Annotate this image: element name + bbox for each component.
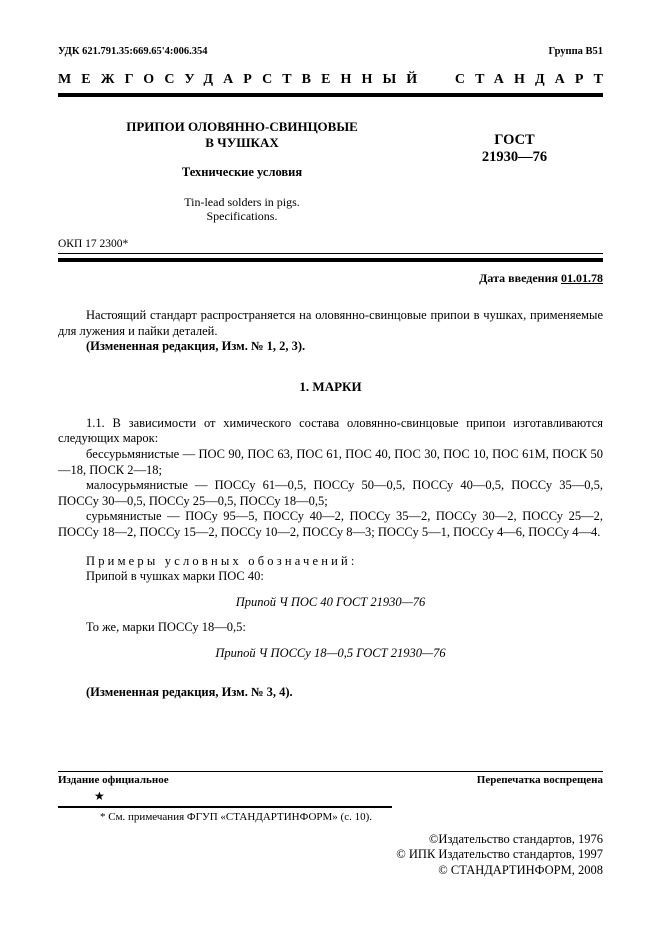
document-subtitle-english (58, 195, 426, 223)
gost-designation (426, 119, 603, 223)
introduction-date (58, 271, 603, 286)
scope-paragraph: Настоящий стандарт распространяется на оловянно-свинцовые припои в чушках, применяемые для лужения и пайки деталей. (58, 308, 603, 338)
date-label: Дата введения (479, 271, 561, 286)
amendment-note-2: (Измененная редакция, Изм. № 3, 4). (86, 684, 293, 699)
copyright-line-1997: © ИПК Издательство стандартов, 1997 (396, 847, 603, 861)
copyright-line-2008: © СТАНДАРТИНФОРМ, 2008 (438, 862, 603, 877)
grades-low-antimony: малосурьмянистые — ПОССу 61—0,5, ПОССу 50—0,5, ПОССу 40—0,5, ПОССу 35—0,5, ПОССу 30—0,5, ПОССу 25—0,5, ПОССу 18—0,5; (58, 478, 603, 508)
title-block (58, 119, 603, 223)
header-rule (58, 93, 603, 97)
reprint-forbidden-label: Перепечатка воспрещена (476, 773, 603, 786)
udk-row (58, 46, 603, 57)
standard-caption-word2: СТАНДАРТ (454, 72, 614, 87)
gost-number: 21930—76 (481, 148, 548, 165)
document-title (58, 119, 426, 151)
document-title-line2: В ЧУШКАХ (205, 134, 279, 150)
examples-heading: Примеры условных обозначений: (86, 553, 358, 568)
footer-notice-row (58, 774, 603, 786)
footer-top-rule (58, 771, 603, 772)
official-edition-label: Издание официальное (58, 773, 169, 786)
copyright-block (58, 832, 603, 879)
subtitle-english-line1: Tin-lead solders in pigs. (184, 194, 300, 209)
gost-label: ГОСТ (494, 132, 535, 148)
udk-code: УДК 621.791.35:669.65'4:006.354 (58, 46, 208, 57)
footnote-text: * См. примечания ФГУП «СТАНДАРТИНФОРМ» (с. 10). (100, 810, 372, 823)
section-1-heading: 1. МАРКИ (299, 378, 362, 394)
example-2-intro: То же, марки ПОССу 18—0,5: (86, 620, 246, 635)
copyright-line-1976: ©Издательство стандартов, 1976 (428, 831, 603, 846)
document-title-line1: ПРИПОИ ОЛОВЯННО-СВИНЦОВЫЕ (126, 119, 358, 134)
okp-rule (58, 258, 603, 262)
grades-antimony: сурьмянистые — ПОСу 95—5, ПОССу 40—2, ПОССу 35—2, ПОССу 30—2, ПОССу 25—2, ПОССу 18—2, ПОССу 15—2, ПОССу 10—2, ПОССу 8—3; ПОССу 5—1, ПОССу 4—6, ПОССу 4—4. (58, 509, 603, 539)
grades-antimony-free: бессурьмянистые — ПОС 90, ПОС 63, ПОС 61, ПОС 40, ПОС 30, ПОС 10, ПОС 61М, ПОСК 50—18, ПОСК 2—18; (58, 447, 603, 477)
example-1-designation: Припой Ч ПОС 40 ГОСТ 21930—76 (235, 594, 426, 609)
date-value: 01.01.78 (561, 271, 603, 286)
page-footer (58, 771, 603, 879)
subtitle-english-line2: Specifications. (206, 208, 278, 223)
clause-1-1: 1.1. В зависимости от химического состава оловянно-свинцовые припои изготавливаются следующих марок: (58, 415, 603, 446)
standard-caption-word1: МЕЖГОСУДАРСТВЕННЫЙ (58, 72, 428, 87)
group-code: Группа В51 (548, 46, 603, 57)
okp-code: ОКП 17 2300* (58, 238, 603, 254)
footnote-separator-rule (58, 806, 392, 808)
document-subtitle: Технические условия (181, 164, 303, 179)
amendment-note-1: (Измененная редакция, Изм. № 1, 2, 3). (86, 339, 306, 354)
example-1-intro: Припой в чушках марки ПОС 40: (86, 569, 264, 584)
example-2-designation: Припой Ч ПОССу 18—0,5 ГОСТ 21930—76 (215, 645, 446, 660)
star-icon: ★ (94, 788, 105, 803)
title-left-column (58, 119, 426, 223)
standard-caption (58, 72, 614, 88)
